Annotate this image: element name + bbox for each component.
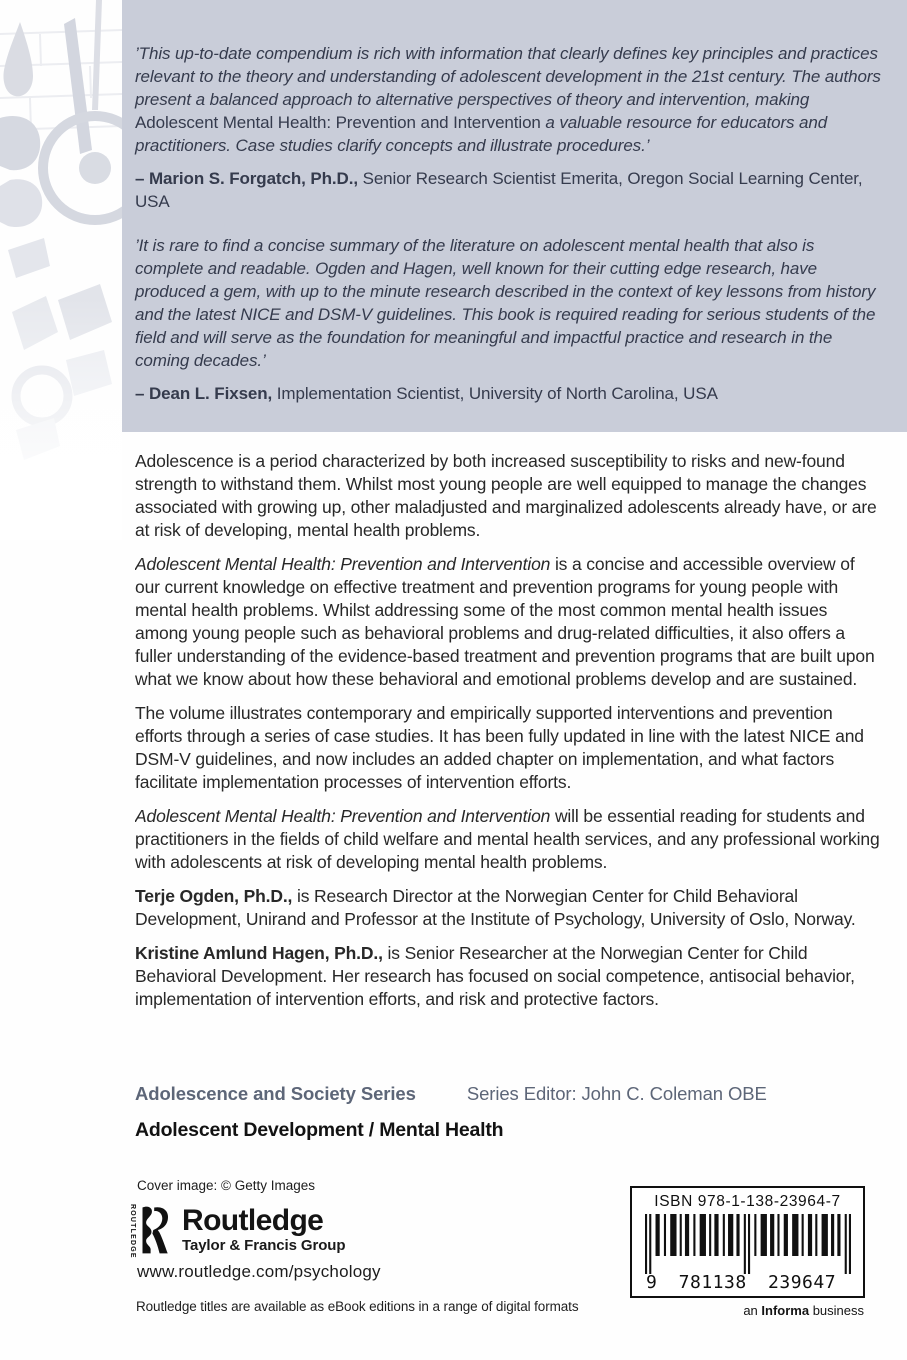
publisher-name: Routledge (182, 1204, 324, 1237)
author-name: Kristine Amlund Hagen, Ph.D., (135, 943, 383, 963)
endorser-role: Implementation Scientist, University of North Carolina, USA (272, 384, 718, 403)
description-paragraph: The volume illustrates contemporary and empirically supported interventions and prevention efforts through a series of case studies. It has been fully updated in line with the latest NICE and DSM-V guidelines, and now includes an added chapter on implementation, and what factors facilitate implementation processes of intervention efforts. (135, 703, 864, 792)
endorsement-quote-2: ’It is rare to find a concise summary of the literature on adolescent mental health that also is complete and readable. Ogden and Hagen, well known for their cutting edge research, have produced a gem, with up to the minute research described in the context of key lessons from history and the latest NICE and DSM-V guidelines. This book is required reading for serious students of the field and will serve as the foundation for meaningful and impactful practice and research in the coming decades.’ (135, 236, 876, 370)
routledge-vertical-text: ROUTLEDGE (129, 1204, 136, 1259)
series-info (135, 1083, 767, 1105)
endorsement-quote-1 (135, 42, 881, 157)
routledge-logo (128, 1202, 345, 1258)
author-bio-hagen: Kristine Amlund Hagen, Ph.D., is Senior Researcher at the Norwegian Center for Child Behavioral Development. Her research has focused on social competence, antisocial behavior, implementation of intervention efforts, and risk and protective factors. (135, 943, 855, 1009)
endorser-name: – Marion S. Forgatch, Ph.D., (135, 169, 358, 188)
isbn-label: ISBN 978-1-138-23964-7 (654, 1193, 841, 1210)
informa-business-line: an Informa business (743, 1303, 864, 1318)
author-name: Terje Ogden, Ph.D., (135, 886, 293, 906)
publisher-group: Taylor & Francis Group (182, 1237, 346, 1254)
endorsement-attribution-1 (135, 167, 881, 213)
publisher-url: www.routledge.com/psychology (137, 1262, 381, 1281)
series-editor: Series Editor: John C. Coleman OBE (466, 1083, 767, 1104)
book-title-inline: Adolescent Mental Health: Prevention and Intervention (135, 113, 541, 132)
endorser-name: – Dean L. Fixsen, (135, 384, 273, 403)
cover-image-credit: Cover image: © Getty Images (137, 1178, 316, 1193)
isbn-digits: 9 781138 239647 (646, 1272, 837, 1293)
art-fade-overlay (0, 0, 122, 540)
endorser-role: Senior Research Scientist Emerita, Oregon Social Learning Center, USA (135, 169, 863, 211)
quote-text: ’This up-to-date compendium is rich with information that clearly defines key principles and practices relevant to the theory and understanding of adolescent development in the 21st century. The authors present a balanced approach to alternative perspectives of theory and intervention, making (135, 44, 881, 109)
endorsements-panel (122, 0, 907, 432)
quote-text: a valuable resource for educators and practitioners. Case studies clarify concepts and illustrate procedures.’ (135, 113, 828, 155)
publisher-wordmark (182, 1206, 345, 1254)
isbn-barcode-box (630, 1186, 865, 1298)
ebook-availability-note: Routledge titles are available as eBook editions in a range of digital formats (136, 1299, 579, 1314)
routledge-r-icon (138, 1204, 174, 1256)
author-bio-ogden: Terje Ogden, Ph.D., is Research Director at the Norwegian Center for Child Behavioral Development, Unirand and Professor at the Institute of Psychology, University of Oslo, Norway. (135, 886, 856, 929)
series-name: Adolescence and Society Series (135, 1083, 416, 1104)
description-paragraph: Adolescence is a period characterized by both increased susceptibility to risks and new-found strength to withstand them. Whilst most young people are well equipped to manage the changes associated with growing up, other maladjusted and marginalized adolescents already have, or are at risk of developing, mental health problems. (135, 451, 877, 540)
description-paragraph: Adolescent Mental Health: Prevention and Intervention will be essential reading for students and practitioners in the fields of child welfare and mental health services, and any professional working with adolescents at risk of developing mental health problems. (135, 806, 880, 872)
endorsement-attribution-2 (135, 382, 881, 405)
book-title-inline: Adolescent Mental Health: Prevention and Intervention (135, 806, 551, 826)
book-description (135, 450, 883, 1082)
book-title-inline: Adolescent Mental Health: Prevention and Intervention (135, 554, 551, 574)
cover-art-strip (0, 0, 122, 540)
description-paragraph: Adolescent Mental Health: Prevention and Intervention is a concise and accessible overview of our current knowledge on effective treatment and prevention programs for young people with mental health problems. Whilst addressing some of the most common mental health issues among young people such as behavioral problems and drug-related difficulties, it also offers a fuller understanding of the evidence-based treatment and prevention programs that are built upon what we know about how these behavioral and emotional problems develop and are sustained. (135, 554, 875, 689)
subject-category: Adolescent Development / Mental Health (135, 1119, 504, 1141)
ean13-barcode-icon (645, 1214, 851, 1274)
